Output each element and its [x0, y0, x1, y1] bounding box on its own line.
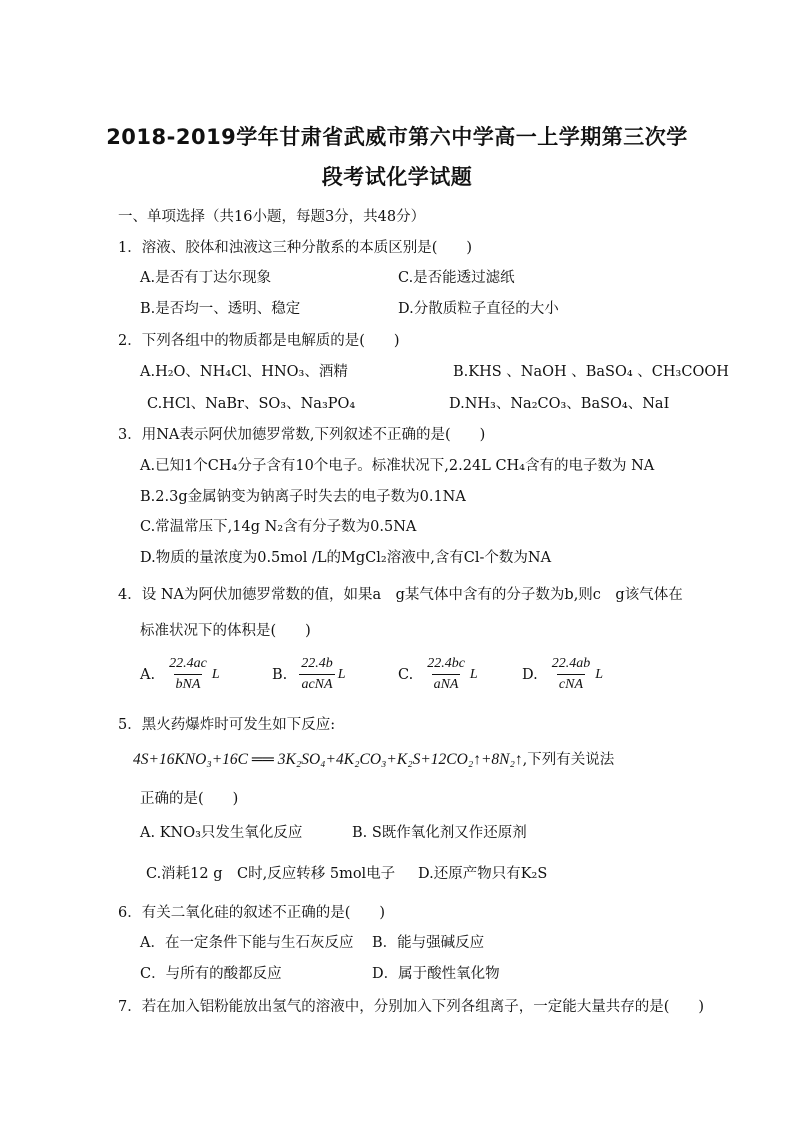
page-title-line1: 2018-2019学年甘肃省武威市第六中学高一上学期第三次学: [106, 125, 688, 149]
question-1-stem: 1．溶液、胶体和浊液这三种分散系的本质区别是( ): [118, 240, 473, 256]
question-2-option-c: C.HCl、NaBr、SO₃、Na₃PO₄: [147, 396, 356, 412]
option-label: A.: [140, 666, 156, 683]
question-5-option-c: C.消耗12 g C时,反应转移 5mol电子: [146, 866, 396, 882]
option-label: D.: [522, 666, 538, 683]
question-6-option-a: A．在一定条件下能与生石灰反应: [140, 935, 354, 951]
unit: L: [337, 666, 346, 682]
fraction-denominator: cNA: [557, 674, 585, 693]
question-3-stem: 3．用NA表示阿伏加德罗常数,下列叙述不正确的是( ): [118, 427, 486, 443]
fraction-denominator: bNA: [174, 674, 203, 693]
fraction: [167, 656, 209, 693]
fraction-numerator: 22.4bc: [427, 656, 465, 671]
question-2-option-a: A.H₂O、NH₄Cl、HNO₃、酒精: [140, 364, 348, 380]
question-5-equation-tail: ,下列有关说法: [522, 752, 615, 768]
question-1-option-d: D.分散质粒子直径的大小: [398, 301, 559, 317]
unit: L: [595, 666, 604, 682]
question-4-option-b: [272, 656, 346, 693]
section-heading: 一、单项选择（共16小题，每题3分，共48分）: [118, 209, 426, 225]
question-2-stem: 2．下列各组中的物质都是电解质的是( ): [118, 333, 400, 349]
question-6-option-b: B．能与强碱反应: [372, 935, 485, 951]
question-4-stem-line2: 标准状况下的体积是( ): [140, 623, 311, 639]
question-1-option-c: C.是否能透过滤纸: [398, 270, 515, 286]
fraction-numerator: 22.4ac: [169, 656, 207, 671]
question-5-stem-line2: 正确的是( ): [140, 791, 239, 807]
fraction-denominator: aNA: [432, 674, 461, 693]
option-label: B.: [272, 666, 288, 683]
question-5-option-a: A. KNO₃只发生氧化反应: [140, 825, 303, 841]
question-5-option-d: D.还原产物只有K₂S: [418, 866, 548, 882]
question-1-option-a: A.是否有丁达尔现象: [140, 270, 272, 286]
question-3-option-d: D.物质的量浓度为0.5mol /L的MgCl₂溶液中,含有Cl-个数为NA: [140, 550, 552, 566]
question-2-option-b: B.KHS 、NaOH 、BaSO₄ 、CH₃COOH: [453, 364, 729, 380]
question-5-equation-line: [133, 750, 614, 770]
option-label: C.: [398, 666, 414, 683]
question-4-option-d: [522, 656, 603, 693]
question-5-option-b: B. S既作氧化剂又作还原剂: [352, 825, 527, 841]
question-3-option-b: B.2.3g金属钠变为钠离子时失去的电子数为0.1NA: [140, 489, 466, 505]
question-7-stem: 7．若在加入铝粉能放出氢气的溶液中，分别加入下列各组离子，一定能大量共存的是( ): [118, 999, 705, 1015]
question-6-option-c: C．与所有的酸都反应: [140, 966, 282, 982]
fraction-denominator: acNA: [299, 674, 334, 693]
fraction-numerator: 22.4ab: [551, 656, 591, 671]
reaction-equation: 4S+16KNO₃+16C ══ 3K₂SO₄+4K₂CO₃+K₂S+12CO₂↑+8N₂↑: [133, 751, 523, 768]
fraction-numerator: 22.4b: [301, 656, 333, 671]
question-2-option-d: D.NH₃、Na₂CO₃、BaSO₄、NaI: [449, 396, 670, 412]
question-4-option-a: [140, 656, 220, 693]
question-5-stem: 5．黑火药爆炸时可发生如下反应:: [118, 717, 336, 733]
question-4-option-c: [398, 656, 478, 693]
fraction: [299, 656, 335, 693]
question-1-option-b: B.是否均一、透明、稳定: [140, 301, 301, 317]
question-3-option-a: A.已知1个CH₄分子含有10个电子。标准状况下,2.24L CH₄含有的电子数为 NA: [140, 458, 655, 474]
question-6-option-d: D．属于酸性氧化物: [372, 966, 500, 982]
question-4-stem-line1: 4．设 NA为阿伏加德罗常数的值，如果a g某气体中含有的分子数为b,则c g该气体在: [118, 587, 683, 603]
page-title-line2: 段考试化学试题: [321, 165, 473, 189]
fraction: [550, 656, 593, 693]
unit: L: [469, 666, 478, 682]
fraction: [425, 656, 467, 693]
question-6-stem: 6．有关二氧化硅的叙述不正确的是( ): [118, 905, 386, 921]
unit: L: [211, 666, 220, 682]
question-3-option-c: C.常温常压下,14g N₂含有分子数为0.5NA: [140, 519, 417, 535]
